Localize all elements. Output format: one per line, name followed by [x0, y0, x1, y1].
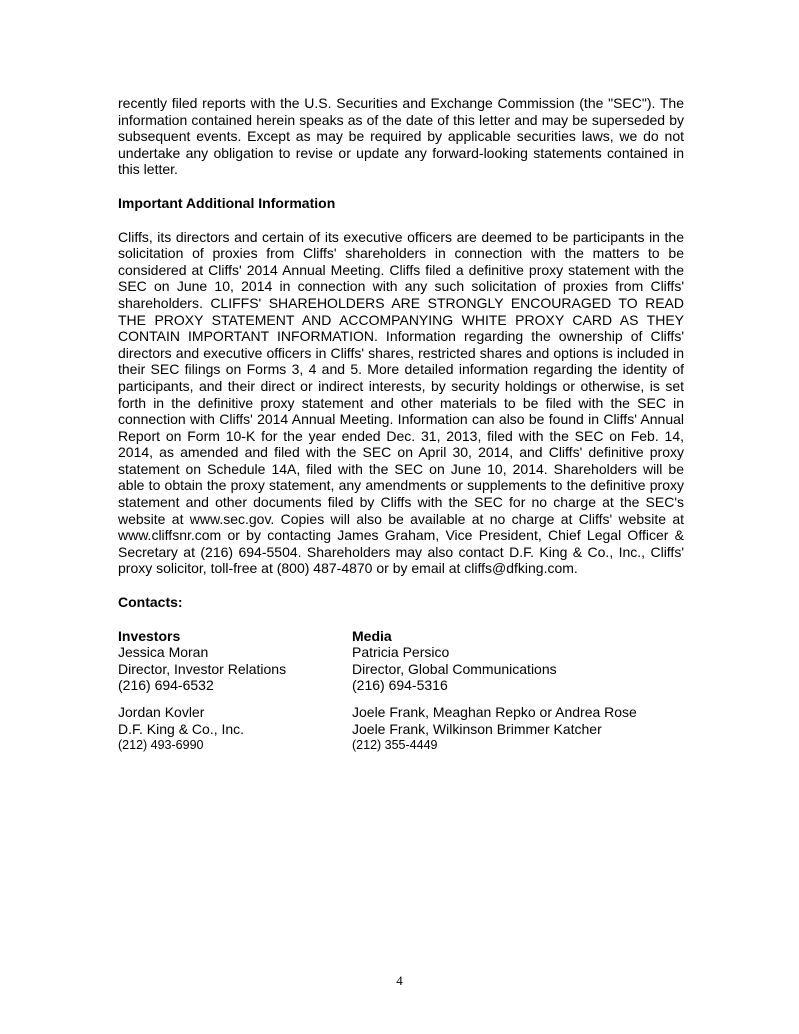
page-number: 4: [396, 973, 403, 988]
media-column: [352, 628, 684, 754]
media-contact-1-phone: (216) 694-5316: [352, 677, 448, 694]
additional-info-paragraph: Cliffs, its directors and certain of its executive officers are deemed to be participants in the solicitation of proxies from Cliffs' shareholders in connection with the matters to be considered at Cliffs' 2014 Annual Meeting. Cliffs filed a definitive proxy statement with the SEC on June 10, 2014 in connection with any such solicitation of proxies from Cliffs' shareholders. CLIFFS' SHAREHOLDERS ARE STRONGLY ENCOURAGED TO READ THE PROXY STATEMENT AND ACCOMPANYING WHITE PROXY CARD AS THEY CONTAIN IMPORTANT INFORMATION. Information regarding the ownership of Cliffs' directors and executive officers in Cliffs' shares, restricted shares and options is included in their SEC filings on Forms 3, 4 and 5. More detailed information regarding the identity of participants, and their direct or indirect interests, by security holdings or otherwise, is set forth in the definitive proxy statement and other materials to be filed with the SEC in connection with Cliffs' 2014 Annual Meeting. Information can also be found in Cliffs' Annual Report on Form 10-K for the year ended Dec. 31, 2013, filed with the SEC on Feb. 14, 2014, as amended and filed with the SEC on April 30, 2014, and Cliffs' definitive proxy statement on Schedule 14A, filed with the SEC on June 10, 2014. Shareholders will be able to obtain the proxy statement, any amendments or supplements to the definitive proxy statement and other documents filed by Cliffs with the SEC for no charge at the SEC's website at www.sec.gov. Copies will also be available at no charge at Cliffs' website at www.cliffsnr.com or by contacting James Graham, Vice President, Chief Legal Officer & Secretary at (216) 694-5504. Shareholders may also contact D.F. King & Co., Inc., Cliffs' proxy solicitor, toll-free at (800) 487-4870 or by email at cliffs@dfking.com.: [118, 228, 684, 577]
contacts-heading: Contacts:: [118, 594, 183, 611]
section-heading: Important Additional Information: [118, 194, 336, 211]
media-contact-2-phone: (212) 355-4449: [352, 738, 438, 753]
investor-contact-2-phone: (212) 493-6990: [118, 738, 204, 753]
investor-contact-1-phone: (216) 694-6532: [118, 677, 214, 694]
investor-contact-1-title: Director, Investor Relations: [118, 660, 287, 677]
media-contact-2-name: Joele Frank, Meaghan Repko or Andrea Rose: [352, 704, 637, 720]
investor-contact-1-name: Jessica Moran: [118, 644, 209, 661]
investor-contact-2-title: D.F. King & Co., Inc.: [118, 720, 245, 737]
investor-contact-2-name: Jordan Kovler: [118, 704, 205, 720]
document-body: [118, 95, 684, 754]
media-heading: Media: [352, 627, 392, 644]
media-contact-1-title: Director, Global Communications: [352, 660, 557, 677]
investors-heading: Investors: [118, 627, 181, 644]
media-contact-1-name: Patricia Persico: [352, 644, 450, 661]
investors-column: [118, 628, 352, 754]
contacts-table: [118, 628, 684, 754]
intro-paragraph: recently filed reports with the U.S. Securities and Exchange Commission (the "SEC"). The information contained herein speaks as of the date of this letter and may be superseded by subsequent events. Except as may be required by applicable securities laws, we do not undertake any obligation to revise or update any forward-looking statements contained in this letter.: [118, 95, 684, 178]
media-contact-2-title: Joele Frank, Wilkinson Brimmer Katcher: [352, 720, 602, 737]
